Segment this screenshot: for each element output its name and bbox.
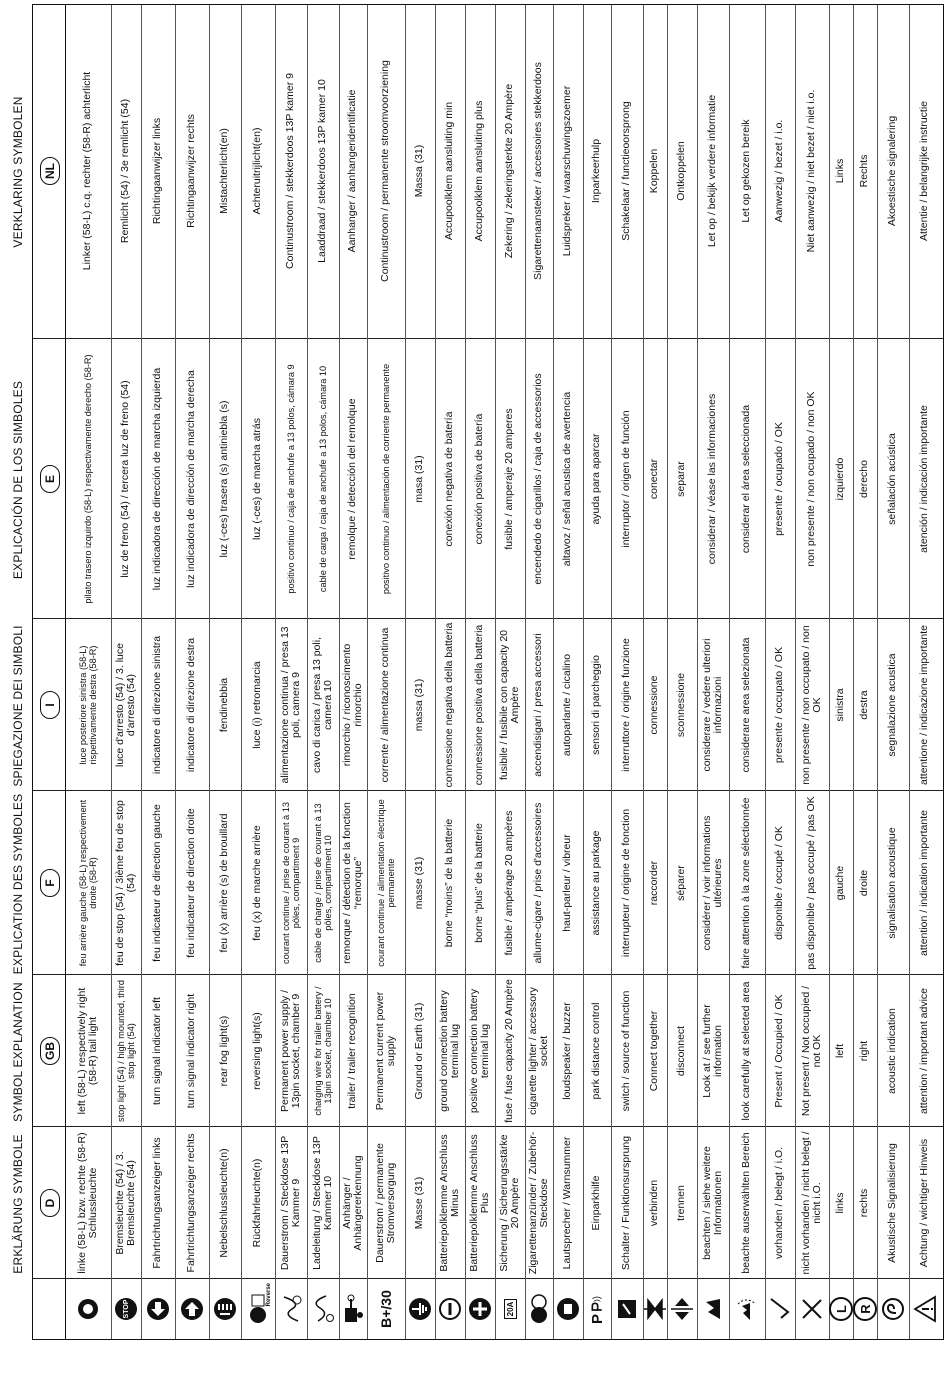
cell-i: indicatore di direzione sinistra [151, 635, 164, 775]
cell-d: beachte auserwählten Bereich [740, 1132, 753, 1274]
cell-d: Akustische Signalisierung [886, 1143, 899, 1263]
cell-i: segnalazione acustica [886, 653, 899, 757]
cell-nl: Accupoolklem aansluiting min [443, 101, 456, 241]
cell-nl: Ontkoppelen [675, 141, 688, 201]
cell-gb: Look at / see further information [700, 1004, 724, 1098]
cell-e: conexión negativa de batería [443, 411, 456, 547]
cell-d: Batteriepolklemme Anschluss Plus [467, 1134, 491, 1272]
cell-i: non presente / non occupato / non OK [799, 625, 823, 785]
cell-d: Rückfahrleuchte(n) [251, 1158, 264, 1248]
cell-e: derecho [858, 460, 871, 498]
cell-f: remorque / détection de la fonction “remorque” [340, 802, 364, 964]
cell-nl: Continustroom / permanente stroomvoorziening [379, 60, 392, 282]
cell-gb: Permanent power supply / 13pin socket, chamber 9 [278, 990, 302, 1112]
cell-f: interrupteur / origine de fonction [620, 808, 633, 958]
language-badge-f: F [40, 869, 60, 897]
cell-i: luce posteriore sinistra (58-L) rispettivamente destra (58-R) [78, 645, 98, 765]
cross-icon [795, 1279, 829, 1339]
cell-i: accendisigari / presa accessori [532, 633, 545, 777]
cell-d: trennen [675, 1185, 688, 1221]
cell-e: conexión positiva de batería [473, 413, 486, 545]
check-icon [765, 1279, 795, 1339]
cell-e: luz indicadora de dirección de marcha derecha [185, 370, 198, 588]
cell-f: considérer / voir informations ultérieures [700, 815, 724, 951]
cell-e: encendedo de cigarillos / caja de accessorios [532, 373, 545, 585]
cell-e: altavoz / señal acustica de avertencia [561, 391, 574, 567]
cell-nl: Richtingaanwijzer rechts [185, 114, 198, 228]
cell-f: courant continue / prise de courant à 13 pôles, compartiment 9 [281, 802, 301, 964]
cell-gb: turn signal indicator right [185, 993, 198, 1109]
cell-gb: trailer / trailer recognition [346, 993, 359, 1109]
cell-f: masse (31) [413, 856, 426, 910]
cell-d: Fahrtrichtungsanzeiger rechts [185, 1133, 198, 1273]
cell-f: signalisation acoustique [886, 827, 899, 939]
cell-f: haut-parleur / vibreur [561, 834, 574, 932]
cell-nl: Sigarettenaansteker / accessoires stekkerdoos [532, 62, 545, 280]
cell-gb: positive connection battery terminal lug [467, 988, 491, 1114]
language-header [37, 619, 63, 791]
cell-d: nicht vorhanden / nicht belegt / nicht i.O. [799, 1131, 823, 1275]
cell-nl: Massa (31) [413, 144, 426, 198]
cell-gb: Present / Occupied / OK [773, 994, 786, 1108]
cell-f: feu indicateur de direction droite [185, 808, 198, 958]
cell-e: cable de carga / caja de anchufe a 13 polos, cámara 10 [318, 365, 328, 593]
warning-icon [909, 1279, 941, 1339]
language-badge-nl: NL [40, 157, 60, 185]
permanent-supply-icon [275, 1279, 307, 1339]
cell-e: señalación acústica [886, 433, 899, 525]
cell-i: connessione positiva della batteria [473, 624, 486, 786]
cell-nl: Remlicht (54) / 3e remlicht (54) [119, 98, 132, 244]
cell-d: vorhanden / belegt / i.O. [773, 1146, 786, 1260]
cell-i: interruttore / origine funzione [620, 638, 633, 772]
trailer-icon [339, 1279, 367, 1339]
title-gb: SYMBOL EXPLANATION [11, 982, 25, 1122]
cell-gb: right [858, 1040, 871, 1062]
cell-f: allume-cigare / prise d'accessoires [532, 802, 545, 964]
cell-f: attention / indication importante [918, 810, 931, 956]
cell-nl: Links [834, 158, 847, 184]
fog-light-icon [209, 1279, 241, 1339]
cell-gb: acoustic indication [886, 1008, 899, 1094]
connect-icon [643, 1279, 667, 1339]
cell-e: atención / indicación importante [918, 405, 931, 553]
cell-e: luz (-ces) trasera (s) antiniebla (s) [218, 400, 231, 558]
cell-d: Dauerstrom / Steckdose 13P Kammer 9 [278, 1135, 302, 1271]
cell-nl: Schakelaar / functieoorsprong [620, 101, 633, 241]
cell-f: disponible / occupé / OK [773, 826, 786, 940]
cell-i: rimorchio / riconoscimento rimorchio [340, 643, 364, 767]
cell-gb: loudspeaker / buzzer [561, 1002, 574, 1100]
column-titles [4, 4, 32, 1340]
cell-gb: Ground or Earth (31) [413, 1002, 426, 1100]
cell-i: sinistra [834, 688, 847, 722]
cell-d: links [834, 1192, 847, 1214]
cell-i: fusibile / fusibile con capacity 20 Ampère [497, 630, 521, 780]
cell-d: Masse (31) [413, 1176, 426, 1230]
cell-e: positivo continuo / caja de anchufe a 13 polos, cámara 9 [286, 364, 296, 594]
cell-nl: Linker (58-L) c.q. rechter (58-R) achterlicht [81, 71, 94, 271]
language-header [37, 791, 63, 975]
cell-f: feu arrière gauche (58-L) respectivement droite (58-R) [78, 799, 98, 967]
cell-f: feu de stop (54) / 3ième feu de stop (54) [113, 800, 137, 966]
cell-i: attentione / indicazione importante [918, 625, 931, 785]
cell-d: Zigarettenanzünder / Zubehör-Steckdose [526, 1131, 550, 1275]
cell-f: courant continue / alimentation électrique permanente [376, 799, 396, 967]
cell-f: borne “plus” de la batterie [473, 823, 486, 943]
cell-nl: Continustroom / stekkerdoos 13P kamer 9 [284, 73, 297, 269]
language-badge-e: E [40, 465, 60, 493]
cell-i: considerare / vedere ulteriori informazioni [700, 638, 724, 772]
cell-gb: look carefully at selected area [740, 981, 753, 1121]
cell-nl: Accupoolklem aansluiting plus [473, 100, 486, 242]
cell-d: rechts [858, 1188, 871, 1218]
acoustic-icon [877, 1279, 909, 1339]
cell-d: Fahrtrichtungsanzeiger links [151, 1137, 164, 1269]
cell-nl: Let op / bekijk verdere informatie [706, 94, 719, 248]
cell-f: pas disponible / pas occupé / pas OK [805, 796, 818, 970]
cell-i: connessione negativa della batteria [443, 622, 456, 788]
cell-nl: Aanwezig / bezet / i.o. [773, 119, 786, 223]
cell-i: sensori di parcheggio [590, 655, 603, 755]
language-badge-d: D [40, 1189, 60, 1217]
cell-gb: Permanent current power supply [373, 991, 397, 1111]
language-badge-i: I [40, 691, 60, 719]
cell-gb: attention / important advice [918, 987, 931, 1115]
cell-e: remolque / detección del remolque [346, 398, 359, 560]
cell-gb: cigarette lighter / accessory socket [526, 987, 550, 1115]
cell-i: massa (31) [413, 678, 426, 732]
cell-nl: Achteruitrijlicht(en) [251, 127, 264, 215]
cell-gb: left (58-L) respectively right (58-R) tail light [75, 987, 99, 1115]
cell-f: droite [858, 869, 871, 897]
title-d: ERKLÄRUNG SYMBOLE [11, 1134, 25, 1274]
cell-d: Sicherung / Sicherungsstärke 20 Ampère [497, 1134, 521, 1272]
cell-i: indicatore di direzione destra [185, 637, 198, 773]
cell-f: feu (x) arrière (s) de brouillard [218, 813, 231, 953]
cell-nl: Niet aanwezig / niet bezet / niet i.o. [805, 89, 818, 253]
switch-icon [611, 1279, 643, 1339]
cell-d: Dauerstrom / permanente Stromversorgung [373, 1143, 397, 1263]
cell-i: luce (i) retromarcia [251, 661, 264, 749]
cell-e: fusible / amperaje 20 amperes [503, 408, 516, 550]
title-i: SPIEGAZIONE DEI SIMBOLI [11, 625, 25, 787]
cell-i: corrente / alimentazione continua [379, 627, 392, 783]
cell-i: considerare area selezionata [740, 637, 753, 773]
cell-nl: Attentie / belangrijke instructie [918, 100, 931, 242]
cell-gb: reversing light(s) [251, 1012, 264, 1090]
cell-nl: Richtingaanwijzer links [151, 117, 164, 225]
minus-icon [435, 1279, 465, 1339]
look-at-icon [697, 1279, 729, 1339]
cell-f: séparer [675, 865, 688, 901]
cell-i: autoparlante / cicalino [561, 653, 574, 757]
symbol-table [32, 4, 944, 1340]
right-icon [853, 1279, 877, 1339]
disconnect-icon [667, 1279, 697, 1339]
cell-gb: stop light (54) / high mounted, third stop light (54) [116, 980, 136, 1122]
cell-d: Batteriepolklemme Anschluss Minus [437, 1134, 461, 1272]
tail-light-icon [65, 1279, 111, 1339]
cell-i: alimentazione continua / presa 13 poli, camera 9 [278, 626, 302, 784]
language-header [37, 3, 63, 339]
cell-i: sconnessione [675, 672, 688, 738]
cell-gb: park distance control [590, 1002, 603, 1100]
reverse-light-icon [241, 1279, 275, 1339]
cell-d: beachten / siehe weitere Informationen [700, 1146, 724, 1260]
stop-badge: STOP [115, 1298, 137, 1320]
plus-icon [465, 1279, 495, 1339]
cell-gb: Connect together [648, 1010, 661, 1092]
cell-e: considerar el área seleccionada [740, 404, 753, 554]
cell-gb: fuse / fuse capacity 20 Ampère [503, 979, 516, 1123]
cell-e: conectar [648, 458, 661, 500]
battery-plus-30-icon [367, 1279, 405, 1339]
cell-d: Anhänger / Anhängererkennung [340, 1155, 364, 1251]
b30-label: B+/30 [378, 1290, 394, 1328]
cell-nl: Mistachterlicht(en) [218, 128, 231, 214]
cell-d: Achtung / wichtiger Hinweis [918, 1138, 931, 1268]
cell-e: considerar / véase las informaciones [706, 393, 719, 565]
cell-f: fusible / ampérage 20 ampères [503, 810, 516, 956]
cell-f: raccorder [648, 860, 661, 906]
cell-f: feu indicateur de direction gauche [151, 804, 164, 962]
cell-f: faire attention à la zone sélectionnée [740, 797, 753, 969]
cell-e: luz de freno (54) / tercera luz de freno (54) [119, 380, 132, 578]
cell-i: luce d'arresto (54) / 3. luce d'arresto (54) [113, 643, 137, 767]
cell-nl: Akoestische signalering [886, 115, 899, 227]
cell-e: pilato trasero izquirdo (58-L) respectivamente derecho (58-R) [83, 354, 93, 604]
cell-nl: Let op gekozen bereik [740, 119, 753, 223]
cell-e: ayuda para aparcar [590, 433, 603, 525]
fuse-icon [495, 1279, 525, 1339]
left-icon [829, 1279, 853, 1339]
cell-f: cable de charge / prise de courant à 13 pôles, compartiment 10 [313, 803, 333, 963]
cell-f: gauche [834, 865, 847, 901]
left-badge: L [829, 1297, 853, 1321]
cell-e: luz indicadora de dirección de marcha izquierda [151, 367, 164, 591]
cell-nl: Zekering / zekeringsterkte 20 Ampère [503, 83, 516, 259]
cell-f: feu (x) de marche arrière [251, 825, 264, 941]
charging-wire-icon [307, 1279, 339, 1339]
cell-d: Ladeleitung / Steckdose 13P Kammer 10 [310, 1136, 334, 1270]
cell-d: Bremsleuchte (54) / 3. Bremsleuchte (54) [113, 1151, 137, 1255]
cell-gb: ground connection battery terminal lug [437, 990, 461, 1112]
cell-i: fendinebbia [218, 677, 231, 733]
turn-right-icon [175, 1279, 209, 1339]
cell-f: borne “moins” de la batterie [443, 818, 456, 948]
turn-left-icon [141, 1279, 175, 1339]
cell-gb: Not present / Not occupied / not OK [799, 985, 823, 1117]
cell-f: assistance au parkage [590, 830, 603, 936]
cell-nl: Aanhanger / aanhangeridentificatie [346, 89, 359, 253]
cell-gb: disconnect [675, 1025, 688, 1077]
cell-nl: Rechts [858, 154, 871, 188]
cell-e: positivo continuo / alimentación de corriente permanente [381, 363, 391, 595]
cell-gb: turn signal indicator left [151, 997, 164, 1105]
cell-e: luz (-ces) de marcha atrás [251, 418, 264, 540]
cell-nl: Koppelen [648, 148, 661, 194]
reverse-label: Reverse [266, 1283, 272, 1307]
cell-d: verbinden [648, 1179, 661, 1227]
cell-i: presente / occupato / OK [773, 646, 786, 764]
cell-nl: Laaddraad / stekkerdoos 13P kamer 10 [316, 79, 329, 263]
loudspeaker-icon [553, 1279, 583, 1339]
cigarette-lighter-icon [525, 1279, 553, 1339]
cell-gb: rear fog light(s) [218, 1015, 231, 1087]
cell-e: separar [675, 461, 688, 497]
cell-gb: switch / source of function [620, 990, 633, 1112]
cell-gb: charging wire for trailer battery / 13pin socket, chamber 10 [313, 986, 333, 1116]
ground-icon [405, 1279, 435, 1339]
selected-area-icon [729, 1279, 765, 1339]
park-label: P [588, 1314, 606, 1325]
cell-i: destra [858, 690, 871, 720]
cell-d: Schalter / Funktionsursprung [620, 1135, 633, 1271]
cell-i: connessione [648, 675, 661, 735]
stop-light-icon [111, 1279, 141, 1339]
title-e: EXPLICACIÓN DE LOS SIMBOLES [11, 380, 25, 580]
language-header [37, 1127, 63, 1279]
cell-e: interruptor / origen de función [620, 410, 633, 548]
cell-nl: Luidspreker / waarschuwingszoemer [561, 85, 574, 257]
cell-e: presente / ocupado / OK [773, 422, 786, 536]
title-nl: VERKLARING SYMBOLEN [11, 96, 25, 248]
cell-e: izquierdo [834, 457, 847, 501]
title-f: EXPLICATION DES SYMBOLES [11, 793, 25, 975]
cell-nl: Inparkeerhulp [590, 138, 603, 204]
park-assist-icon [583, 1279, 611, 1339]
cell-d: Nebelschlussleuchte(n) [218, 1148, 231, 1258]
language-badge-gb: GB [40, 1037, 60, 1065]
cell-d: Einparkhilfe [590, 1175, 603, 1231]
cell-d: Lautsprecher / Warnsummer [561, 1136, 574, 1270]
cell-e: non presente / non ocupado / non OK [805, 391, 818, 567]
language-header [37, 975, 63, 1127]
cell-i: cavo di carica / presa 13 poli, camera 10 [310, 637, 334, 773]
cell-gb: left [834, 1044, 847, 1059]
cell-e: masa (31) [413, 455, 426, 503]
fuse-label: 20A [504, 1299, 517, 1320]
language-header [37, 339, 63, 619]
right-badge: R [853, 1297, 877, 1321]
cell-d: linke (58-L) bzw. rechte (58-R) Schlussleuchte [75, 1132, 99, 1274]
